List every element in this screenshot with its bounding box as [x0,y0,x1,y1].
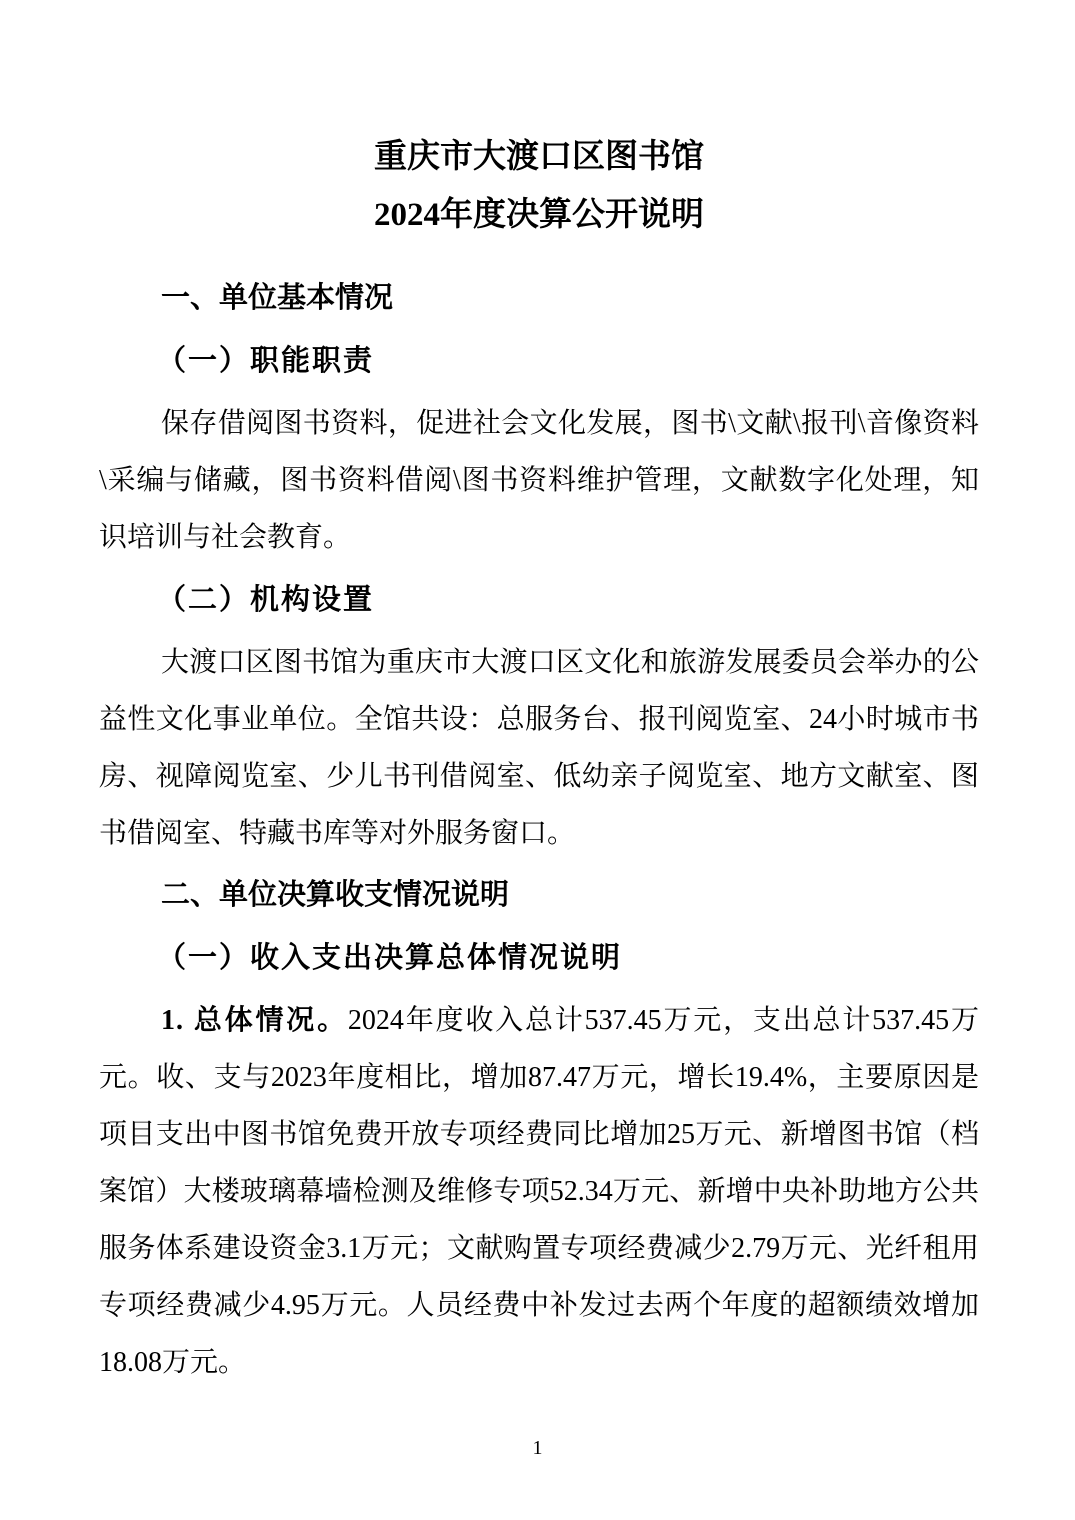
paragraph-functions: 保存借阅图书资料，促进社会文化发展，图书\文献\报刊\音像资料\采编与储藏，图书资料借阅\图书资料维护管理，文献数字化处理，知识培训与社会教育。 [99,408,979,553]
document-title-line1: 重庆市大渡口区图书馆 [374,139,704,175]
document-title-line2: 2024年度决算公开说明 [374,197,704,233]
subsection-heading-functions: （一）职能职责 [157,345,375,377]
section-heading-final-accounts: 二、单位决算收支情况说明 [161,879,510,911]
subsection-heading-organization: （二）机构设置 [157,584,375,616]
subsection-heading-overall-situation: （一）收入支出决算总体情况说明 [157,942,623,974]
paragraph-body-overall: 2024年度收入总计537.45万元，支出总计537.45万元。收、支与2023年度相比，增加87.47万元，增长19.4%，主要原因是项目支出中图书馆免费开放专项经费同比增加25万元、新增图书馆（档案馆）大楼玻璃幕墙检测及维修专项52.34万元、新增中央补助地方公共服务体系建设资金3.1万元；文献购置专项经费减少2.79万元、光纤租用专项经费减少4.95万元。人员经费中补发过去两个年度的超额绩效增加18.08万元。 [99,1005,979,1378]
paragraph-overall-situation [99,992,979,1391]
paragraph-lead-overall: 1. 总体情况。 [161,1005,348,1036]
page-number: 1 [532,1437,543,1459]
paragraph-organization: 大渡口区图书馆为重庆市大渡口区文化和旅游发展委员会举办的公益性文化事业单位。全馆共设：总服务台、报刊阅览室、24小时城市书房、视障阅览室、少儿书刊借阅室、低幼亲子阅览室、地方文献室、图书借阅室、特藏书库等对外服务窗口。 [99,647,979,849]
section-heading-basic-info: 一、单位基本情况 [161,282,394,314]
